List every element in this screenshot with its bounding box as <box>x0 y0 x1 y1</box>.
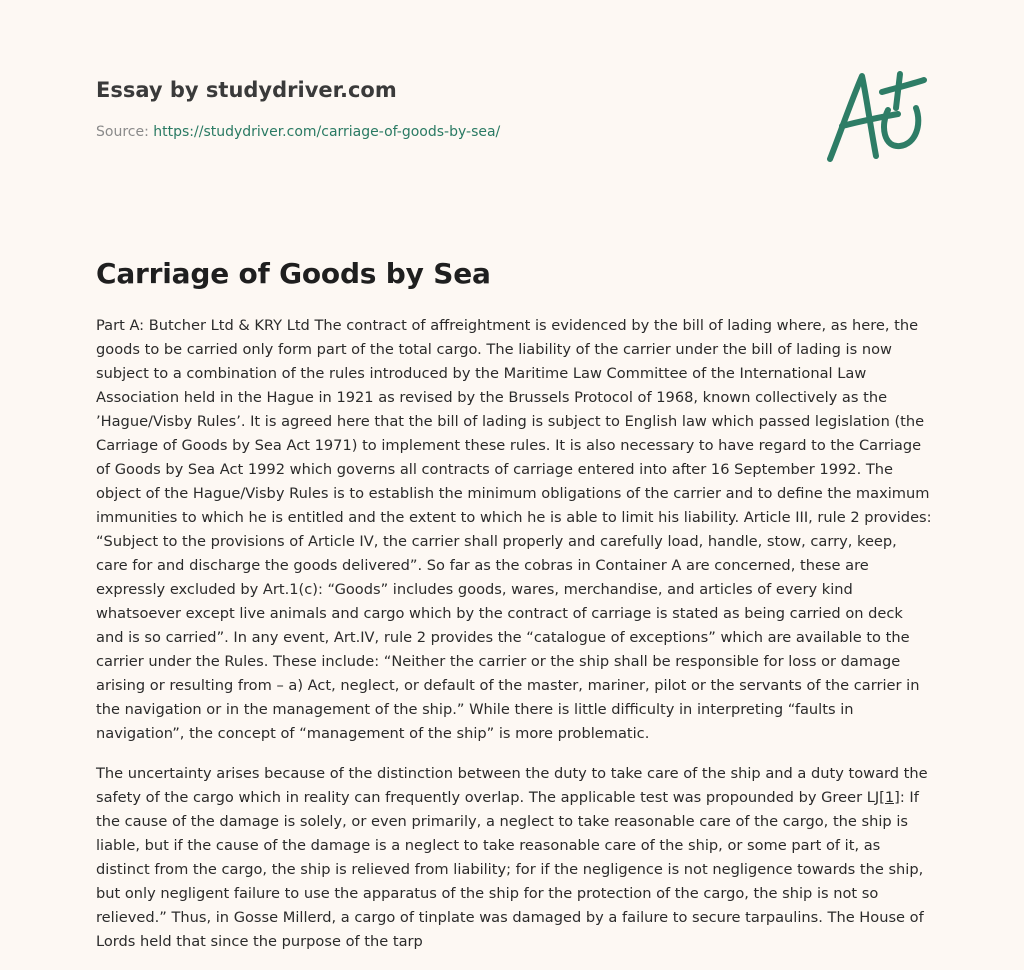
essay-paragraph: Part A: Butcher Ltd & KRY Ltd The contract of affreightment is evidenced by the bill of lading where, as here, the goods to be carried only form part of the total cargo. The liability of the carrier under the bill of lading is now subject to a combination of the rules introduced by the Maritime Law Committee of the International Law Association held in the Hague in 1921 as revised by the Brussels Protocol of 1968, known collectively as the ’Hague/Visby Rules’. It is agreed here that the bill of lading is subject to English law which passed legislation (the Carriage of Goods by Sea Act 1971) to implement these rules. It is also necessary to have regard to the Carriage of Goods by Sea Act 1992 which governs all contracts of carriage entered into after 16 September 1992. The object of the Hague/Visby Rules is to establish the minimum obligations of the carrier and to define the maximum immunities to which he is entitled and the extent to which he is able to limit his liability. Article III, rule 2 provides: “Subject to the provisions of Article IV, the carrier shall properly and carefully load, handle, stow, carry, keep, care for and discharge the goods delivered”. So far as the cobras in Container A are concerned, these are expressly excluded by Art.1(c): “Goods” includes goods, wares, merchandise, and articles of every kind whatsoever except live animals and cargo which by the contract of carriage is stated as being carried on deck and is so carried”. In any event, Art.IV, rule 2 provides the “catalogue of exceptions” which are available to the carrier under the Rules. These include: “Neither the carrier or the ship shall be responsible for loss or damage arising or resulting from – a) Act, neglect, or default of the master, mariner, pilot or the servants of the carrier in the navigation or in the management of the ship.” While there is little difficulty in interpreting “faults in navigation”, the concept of “management of the ship” is more problematic. <box>96 317 932 742</box>
paragraph-text: : If the cause of the damage is solely, or even primarily, a neglect to take reasonable care of the cargo, the ship is liable, but if the cause of the damage is a neglect to take reasonable care of the ship, or some part of it, as distinct from the cargo, the ship is relieved from liability; for if the negligence is not negligence towards the ship, but only negligent failure to use the apparatus of the ship for the protection of the cargo, the ship is not so relieved.” Thus, in Gosse Millerd, a cargo of tinplate was damaged by a failure to secure tarpaulins. The House of Lords held that since the purpose of the tarp <box>96 789 924 950</box>
source-label: Source: <box>96 124 149 140</box>
footnote-link[interactable]: [1] <box>879 789 900 806</box>
essay-title: Carriage of Goods by Sea <box>96 257 491 290</box>
paragraph-text: The uncertainty arises because of the distinction between the duty to take care of the ship and a duty toward the safety of the cargo which in reality can frequently overlap. The applicable test was propounded by Greer LJ <box>96 765 928 806</box>
page-header <box>96 76 796 142</box>
source-line <box>96 122 796 142</box>
site-brand: Essay by studydriver.com <box>96 78 397 102</box>
essay-paragraph <box>96 762 932 954</box>
a-plus-grade-icon <box>818 64 930 168</box>
source-link[interactable]: https://studydriver.com/carriage-of-goods-by-sea/ <box>153 124 501 140</box>
essay-body <box>96 314 932 970</box>
